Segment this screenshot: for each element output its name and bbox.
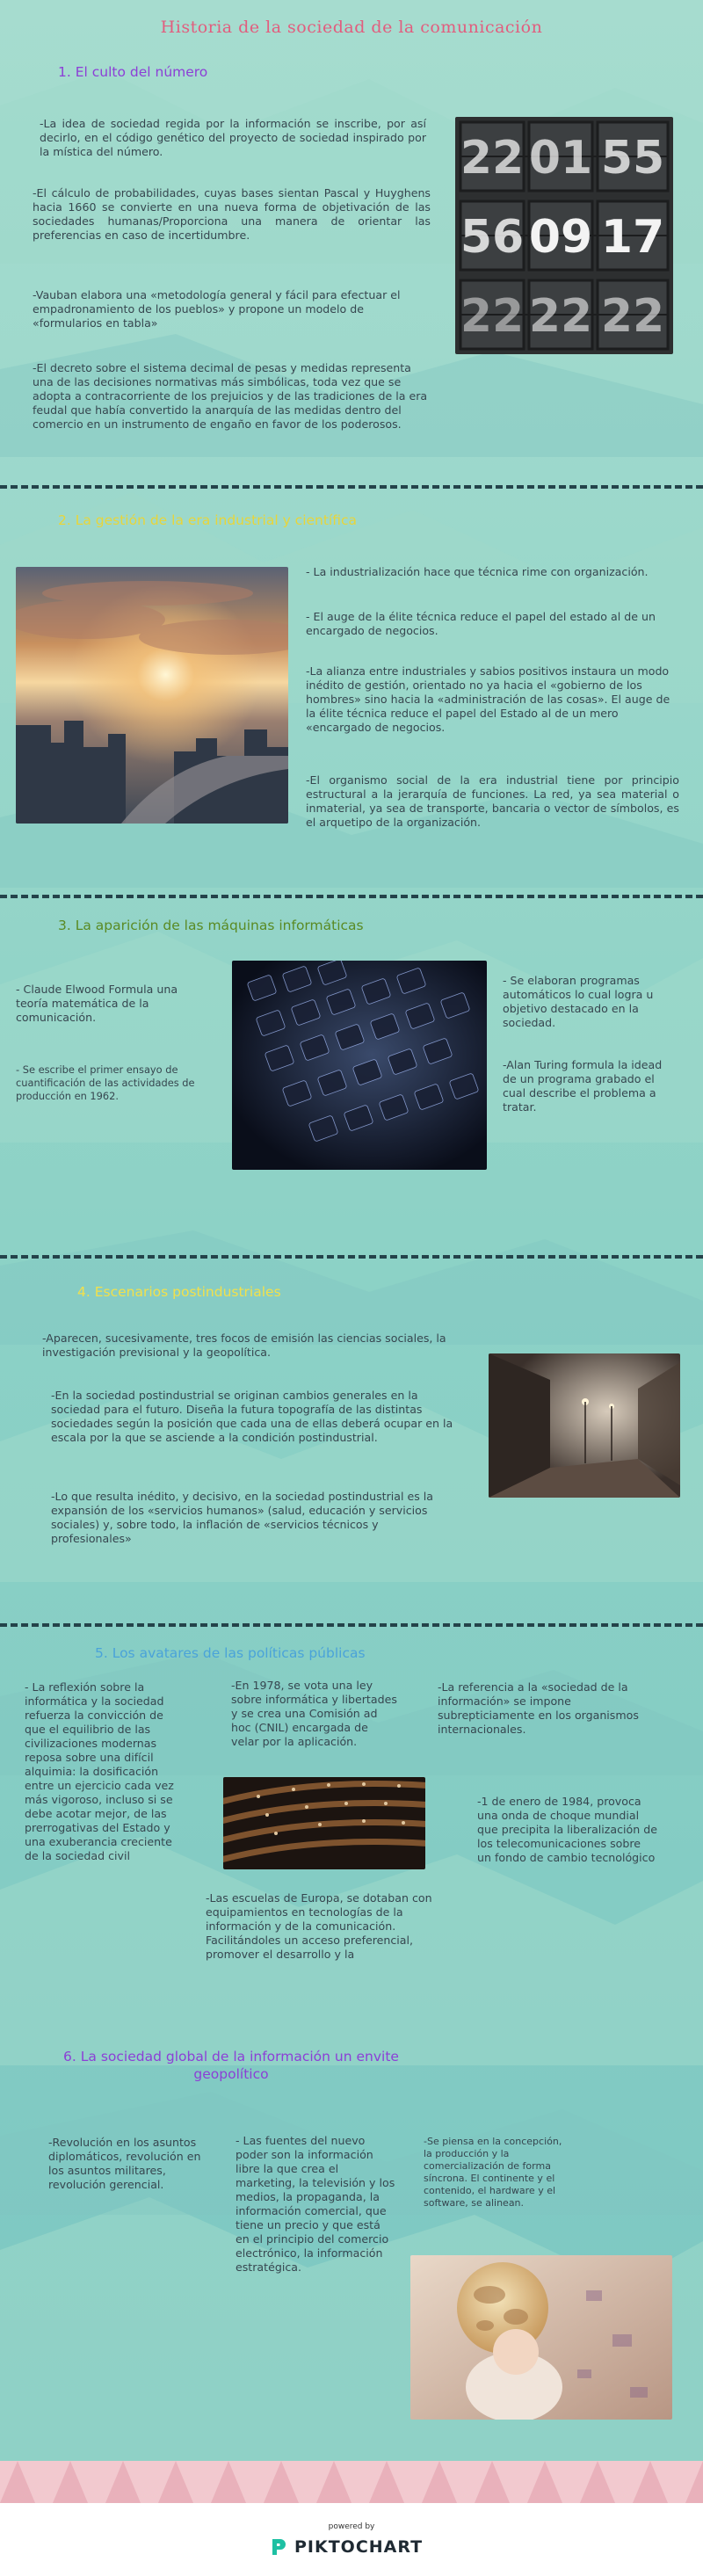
section-6-paragraph-3: -Se piensa en la concepción, la producción y la comercialización de forma síncrona. El continente y el contenido, el hardware y el software, se alinean. [424, 2136, 562, 2209]
piktochart-logo-icon [268, 2536, 289, 2558]
child-globe-image [410, 2255, 672, 2420]
section-2-paragraph-1: - La industrialización hace que técnica rime con organización. [306, 565, 649, 578]
section-3-paragraph-2: - Se escribe el primer ensayo de cuantificación de las actividades de producción en 1962. [16, 1063, 195, 1102]
section-3-paragraph-3: - Se elaboran programas automáticos lo cual logra u objetivo destacado en la sociedad. [503, 974, 654, 1029]
section-2-paragraph-3: -La alianza entre industriales y sabios positivos instaura un modo inédito de gestión, orientado no ya hacia el «gobierno de los hombres» sino hacia la «administración de las cosas». El auge de la élite técnica reduce el papel del Estado al de un mero «encargado de negocios. [306, 664, 670, 734]
section-1-paragraph-4: -El decreto sobre el sistema decimal de pesas y medidas representa una de las decisiones normativas más simbólicas, toda vez que se adopta a contracorriente de los prejuicios y de las tradiciones de la era feudal que había convertido la anarquía de las medidas dentro del comercio en un instrumento de engaño en favor de los poderosos. [33, 361, 428, 431]
section-6-paragraph-2: - Las fuentes del nuevo poder son la información libre la que crea el marketing, la televisión y los medios, la propaganda, la información comercial, que tiene un precio y que está en el principio del comercio electrónico, la información estratégica. [236, 2134, 395, 2274]
section-1-paragraph-2: -El cálculo de probabilidades, cuyas bases sientan Pascal y Huyghens hacia 1660 se convierte en una nueva forma de objetivación de las sociedades humanas/Proporciona una manera de orientar las preferencias en caso de incertidumbre. [33, 186, 431, 242]
section-4-paragraph-2: -En la sociedad postindustrial se originan cambios generales en la sociedad para el futuro. Diseña la futura topografía de las distintas sociedades según la posición que cada una de ellas deberá ocupar en la escala por la que se asciende a la condición postindustrial. [51, 1389, 453, 1444]
section-5-paragraph-3: -La referencia a la «sociedad de la información» se impone subrepticiamente en los organismos internacionales. [438, 1680, 639, 1736]
parliament-image [223, 1777, 425, 1869]
clock-digit: 22 [460, 290, 525, 343]
page-title: Historia de la sociedad de la comunicación [160, 18, 543, 37]
section-3-paragraph-4: -Alan Turing formula la idead de un programa grabado el cual describe el problema a tratar. [503, 1058, 663, 1114]
section-3-paragraph-1: - Claude Elwood Formula una teoría matemática de la comunicación. [16, 983, 178, 1024]
section-divider [0, 485, 703, 489]
clock-digit: 22 [600, 290, 665, 343]
section-5-paragraph-1: - La reflexión sobre la informática y la sociedad refuerza la convicción de que el equilibrio de las civilizaciones modernas reposa sobre una difícil alquimia: la dosificación entre un ejercicio cada vez más vigoroso, incluso si se debe acotar mejor, de las prerrogativas del Estado y una exuberancia creciente de la sociedad civil [25, 1680, 174, 1862]
clock-digit: 22 [528, 290, 593, 343]
section-2-heading: 2. La gestión de la era industrial y científica [58, 512, 358, 528]
section-4-heading: 4. Escenarios postindustriales [77, 1284, 281, 1300]
piktochart-brand-link[interactable] [268, 2536, 444, 2559]
section-1-paragraph-3: -Vauban elabora una «metodología general y fácil para efectuar el empadronamiento de los pueblos» y propone un modelo de «formularios en tabla» [33, 288, 401, 330]
clock-digit: 55 [600, 132, 665, 185]
sunset-city-image [16, 567, 288, 824]
section-divider [0, 1623, 703, 1627]
keyboard-image [232, 961, 487, 1170]
section-1-heading: 1. El culto del número [58, 64, 208, 80]
section-4-paragraph-1: -Aparecen, sucesivamente, tres focos de emisión las ciencias sociales, la investigación previsional y la geopolítica. [42, 1332, 446, 1359]
clock-digit: 56 [460, 211, 525, 264]
foggy-street-image [489, 1353, 680, 1498]
section-2-paragraph-4: -El organismo social de la era industrial tiene por principio estructural a la jerarquía de funciones. La red, ya sea material o inmaterial, ya sea de transporte, bancaria o vector de símbolos, es el arquetipo de la organización. [306, 773, 679, 829]
section-6-heading: 6. La sociedad global de la información un envite geopolítico [63, 2049, 399, 2082]
section-5-paragraph-2: -En 1978, se vota una ley sobre informática y libertades y se crea una Comisión ad hoc (CNIL) encargada de velar por la aplicación. [231, 1679, 397, 1748]
section-4-paragraph-3: -Lo que resulta inédito, y decisivo, en la sociedad postindustrial es la expansión de los «servicios humanos» (salud, educación y servicios sociales) y, sobre todo, la inflación de «servicios técnicos y profesionales» [51, 1490, 434, 1545]
clock-digit: 09 [528, 211, 593, 264]
section-2-paragraph-2: - El auge de la élite técnica reduce el papel del estado al de un encargado de negocios. [306, 610, 656, 637]
decorative-triangle-stripe [0, 2461, 703, 2503]
section-5-heading: 5. Los avatares de las políticas públicas [95, 1645, 366, 1661]
clock-digit: 01 [528, 132, 593, 185]
section-5-paragraph-5: -Las escuelas de Europa, se dotaban con equipamientos en tecnologías de la información y de la comunicación. Facilitándoles un acceso preferencial, promover el desarrollo y la [206, 1891, 432, 1961]
clock-digits-image [455, 117, 673, 354]
clock-digit: 17 [600, 211, 665, 264]
section-6-paragraph-1: -Revolución en los asuntos diplomáticos, revolución en los asuntos militares, revolución gerencial. [48, 2136, 201, 2191]
section-3-heading: 3. La aparición de las máquinas informáticas [58, 918, 364, 933]
powered-by-label: powered by [328, 2522, 375, 2531]
section-1-paragraph-1: -La idea de sociedad regida por la información se inscribe, por así decirlo, en el código genético del proyecto de sociedad inspirado por la mística del número. [40, 117, 426, 158]
section-divider [0, 895, 703, 898]
clock-digit: 22 [460, 132, 525, 185]
section-divider [0, 1255, 703, 1259]
section-5-paragraph-4: -1 de enero de 1984, provoca una onda de choque mundial que precipita la liberalización de los telecomunicaciones sobre un fondo de cambio tecnológico [477, 1795, 657, 1864]
piktochart-brand-text: PIKTOCHART [294, 2537, 424, 2557]
